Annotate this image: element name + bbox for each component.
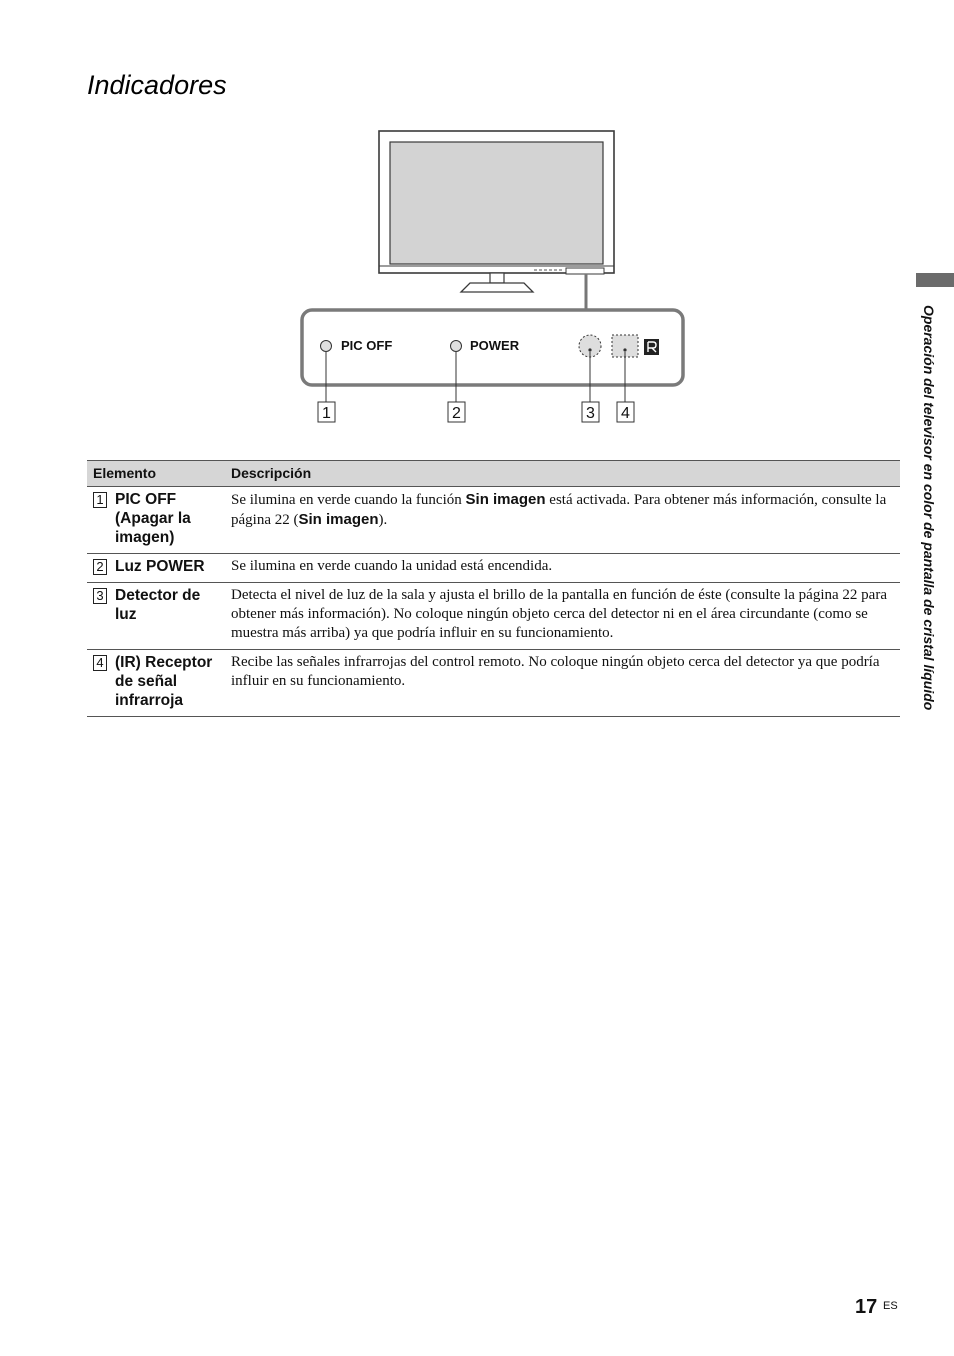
svg-text:4: 4 [621, 405, 630, 422]
callout-2 [448, 402, 465, 422]
tv-indicator-strip [566, 268, 604, 274]
pic-off-label: PIC OFF [341, 338, 393, 353]
table-row [87, 650, 900, 717]
item-name: (IR) Receptor de señal infrarroja [115, 654, 213, 709]
callout-3 [582, 402, 599, 422]
item-description: Se ilumina en verde cuando la unidad está encendida. [225, 554, 900, 583]
indicator-table [87, 460, 900, 717]
page-language: ES [883, 1300, 898, 1312]
item-description: Detecta el nivel de luz de la sala y ajusta el brillo de la pantalla en función de éste (consulte la página 22 para obtener más información). No coloque ningún objeto cerca del detector ni en el área circundante (como se muestra más arriba) ya que podría influir en su funcionamiento. [225, 583, 900, 650]
table-header-row [87, 461, 900, 487]
header-description: Descripción [225, 461, 900, 487]
side-section-caption: Operación del televisor en color de pantalla de cristal líquido [921, 305, 937, 711]
indicator-diagram [0, 0, 954, 440]
item-description: Recibe las señales infrarrojas del control remoto. No coloque ningún objeto cerca del detector ya que podría influir en su funcionamiento. [225, 650, 900, 717]
tv-stand-neck [490, 273, 504, 283]
table-row [87, 583, 900, 650]
page-number: 17 [855, 1296, 878, 1318]
item-name: Detector de luz [115, 587, 201, 623]
item-number: 3 [93, 588, 107, 604]
tv-screen [390, 142, 603, 264]
page-title: Indicadores [87, 70, 227, 100]
svg-text:3: 3 [586, 405, 595, 422]
power-label: POWER [470, 338, 520, 353]
header-item: Elemento [87, 461, 225, 487]
item-number: 4 [93, 655, 107, 671]
table-row [87, 487, 900, 554]
item-name: Luz POWER [115, 558, 205, 575]
item-description: Se ilumina en verde cuando la función Sin imagen está activada. Para obtener más información, consulte la página 22 (Sin imagen). [225, 487, 900, 554]
callout-1 [318, 402, 335, 422]
svg-text:1: 1 [322, 405, 331, 422]
table-row [87, 554, 900, 583]
svg-text:2: 2 [452, 405, 461, 422]
item-name: PIC OFF (Apagar la imagen) [115, 491, 191, 546]
tv-stand-base [461, 283, 533, 292]
callout-4 [617, 402, 634, 422]
pic-off-led [321, 341, 332, 352]
item-number: 2 [93, 559, 107, 575]
power-led [451, 341, 462, 352]
item-number: 1 [93, 492, 107, 508]
tv-illustration [379, 131, 614, 310]
